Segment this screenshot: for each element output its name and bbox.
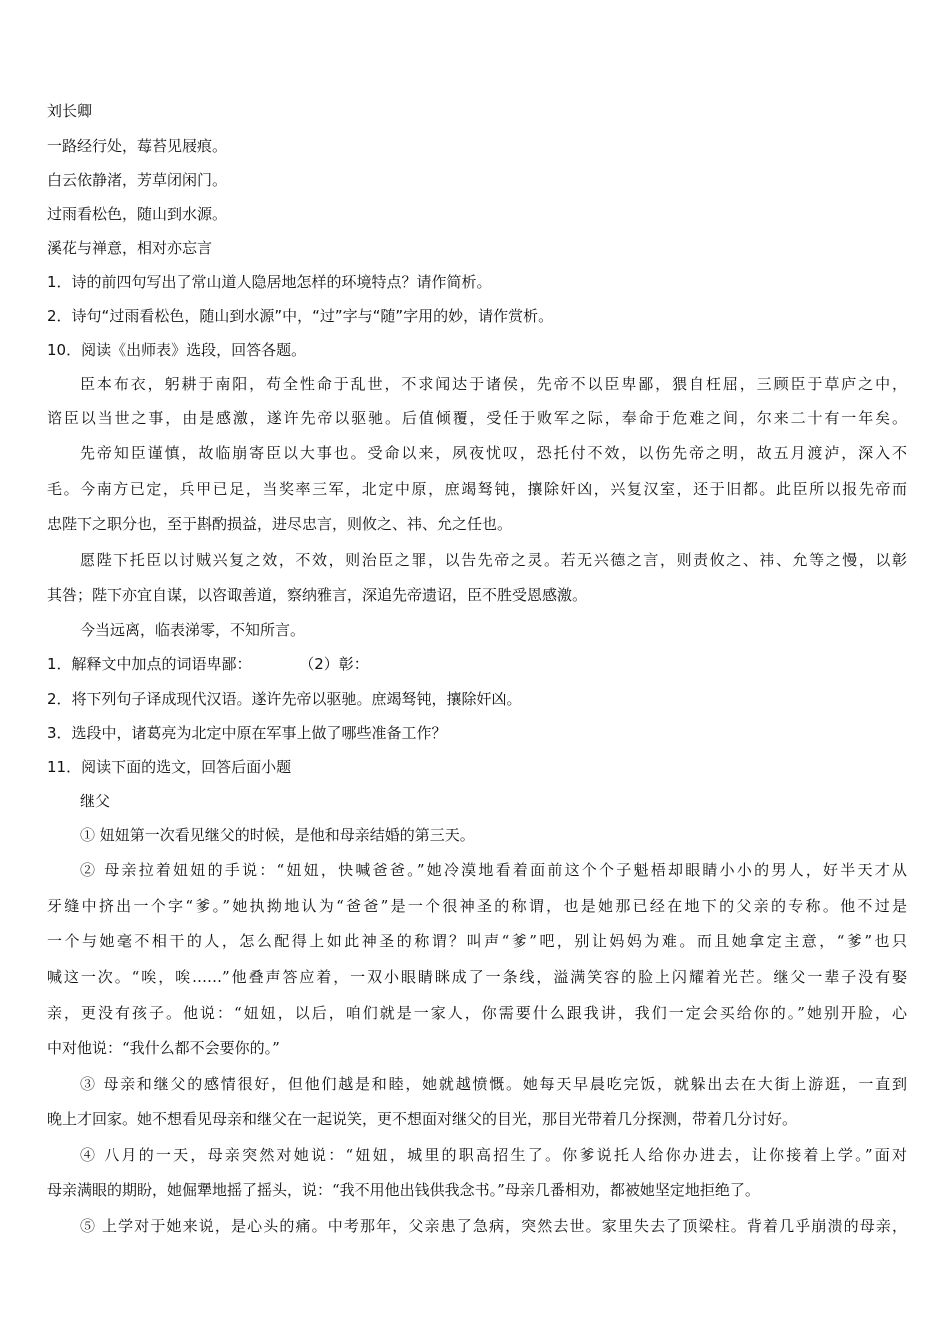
q11-paragraph-line: 一个与她毫不相干的人，怎么配得上如此神圣的称谓？叫声“爹”吧，别让妈妈为难。而且她拿定主意，“爹”也只: [47, 932, 907, 950]
poem-line: 白云依静渚，芳草闭闲门。: [47, 171, 228, 189]
q11-heading: 11．阅读下面的选文，回答后面小题: [47, 758, 292, 776]
q11-paragraph-line: ② 母亲拉着妞妞的手说：“妞妞，快喊爸爸。”她冷漠地看着面前这个个子魁梧却眼睛小小的男人，好半天才从: [80, 861, 907, 879]
poem-question: 2．诗句“过雨看松色，随山到水源”中，“过”字与“随”字用的妙，请作赏析。: [47, 307, 554, 325]
poem-author: 刘长卿: [47, 102, 93, 120]
q11-paragraph-line: ① 妞妞第一次看见继父的时候，是他和母亲结婚的第三天。: [80, 826, 475, 844]
poem-line: 溪花与禅意，相对亦忘言: [47, 239, 213, 257]
q10-passage-line: 毛。今南方已定，兵甲已足，当奖率三军，北定中原，庶竭驽钝，攘除奸凶，兴复汉室，还于旧都。此臣所以报先帝而: [47, 480, 907, 498]
poem-line: 过雨看松色，随山到水源。: [47, 205, 228, 223]
poem-line: 一路经行处，莓苔见屐痕。: [47, 137, 228, 155]
q10-question: 3．选段中，诸葛亮为北定中原在军事上做了哪些准备工作？: [47, 724, 447, 742]
q10-passage-line: 今当远离，临表涕零，不知所言。: [80, 621, 306, 639]
q10-passage-line: 其咎；陛下亦宜自谋，以咨诹善道，察纳雅言，深追先帝遗诏，臣不胜受恩感激。: [47, 586, 588, 604]
q11-paragraph-line: ③ 母亲和继父的感情很好，但他们越是和睦，她就越愤慨。她每天早晨吃完饭，就躲出去在大街上游逛，一直到: [80, 1075, 907, 1093]
q11-paragraph-line: 晚上才回家。她不想看见母亲和继父在一起说笑，更不想面对继父的目光，那目光带着几分探测，带着几分讨好。: [47, 1110, 798, 1128]
q11-paragraph-line: 中对他说：“我什么都不会要你的。”: [47, 1039, 280, 1057]
q11-paragraph-line: 亲，更没有孩子。他说：“妞妞，以后，咱们就是一家人，你需要什么跟我讲，我们一定会买给你的。”她别开脸，心: [47, 1004, 907, 1022]
q10-passage-line: 愿陛下托臣以讨贼兴复之效，不效，则治臣之罪，以告先帝之灵。若无兴德之言，则责攸之、祎、允等之慢，以彰: [80, 551, 907, 569]
q11-paragraph-line: 喊这一次。“唉，唉……”他叠声答应着，一双小眼睛眯成了一条线，溢满笑容的脸上闪耀着光芒。继父一辈子没有娶: [47, 968, 907, 986]
q10-passage-line: 先帝知臣谨慎，故临崩寄臣以大事也。受命以来，夙夜忧叹，恐托付不效，以伤先帝之明，故五月渡泸，深入不: [80, 444, 907, 462]
q11-title: 继父: [80, 792, 111, 810]
q11-paragraph-line: 母亲满眼的期盼，她倔犟地摇了摇头，说：“我不用他出钱供我念书。”母亲几番相劝，都被她坚定地拒绝了。: [47, 1181, 760, 1199]
q10-heading: 10．阅读《出师表》选段，回答各题。: [47, 341, 307, 359]
q10-passage-line: 忠陛下之职分也，至于斟酌损益，进尽忠言，则攸之、祎、允之任也。: [47, 515, 513, 533]
q10-question: 2．将下列句子译成现代汉语。遂许先帝以驱驰。庶竭驽钝，攘除奸凶。: [47, 690, 522, 708]
q10-question: 1．解释文中加点的词语卑鄙： （2）彰：: [47, 655, 369, 673]
q11-paragraph-line: ④ 八月的一天，母亲突然对她说：“妞妞，城里的职高招生了。你爹说托人给你办进去，让你接着上学。”面对: [80, 1146, 907, 1164]
q10-passage-line: 谘臣以当世之事，由是感激，遂许先帝以驱驰。后值倾覆，受任于败军之际，奉命于危难之间，尔来二十有一年矣。: [47, 409, 907, 427]
q11-paragraph-line: 牙缝中挤出一个字“爹。”她执拗地认为“爸爸”是一个很神圣的称谓，也是她那已经在地下的父亲的专称。他不过是: [47, 897, 907, 915]
q11-paragraph-line: ⑤ 上学对于她来说，是心头的痛。中考那年，父亲患了急病，突然去世。家里失去了顶梁柱。背着几乎崩溃的母亲，: [80, 1217, 907, 1235]
poem-question: 1．诗的前四句写出了常山道人隐居地怎样的环境特点？请作简析。: [47, 273, 492, 291]
q10-passage-line: 臣本布衣，躬耕于南阳，苟全性命于乱世，不求闻达于诸侯，先帝不以臣卑鄙，猥自枉屈，三顾臣于草庐之中，: [80, 375, 907, 393]
